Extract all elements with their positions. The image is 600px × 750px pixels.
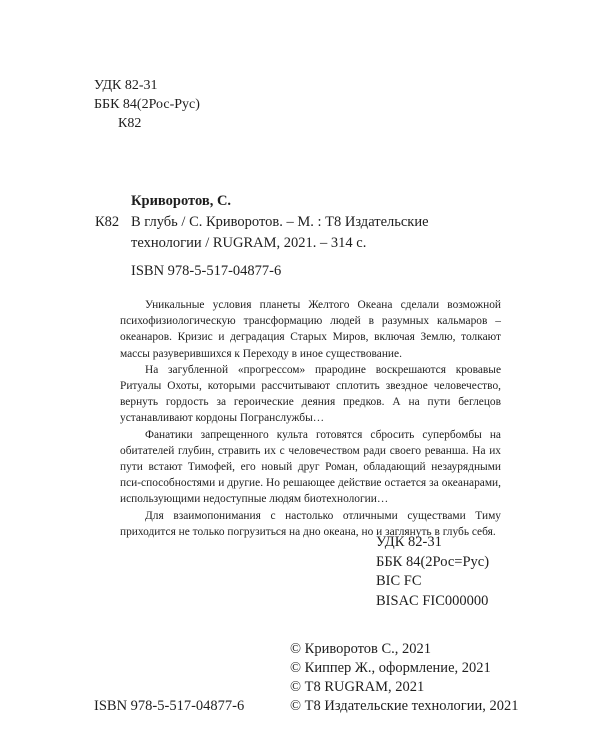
udk-code-bottom: УДК 82-31 [376, 534, 442, 550]
annotation-paragraph: Для взаимопонимания с настолько отличными существами Тиму приходится не только погрузиться на дно океана, но и заглянуть в глубь себя. [120, 509, 501, 538]
author-name: Криворотов, С. [131, 193, 232, 209]
annotation-paragraph: Фанатики запрещенного культа готовятся сбросить супербомбы на обитателей глубин, стравить их с человечеством ради своего реванша. На их пути встают Тимофей, его новый друг Роман, обладающий незаурядными пси-способностями и другие. Но решающее действие остается за океанарами, использующими недоступные людям биотехнологии… [120, 428, 501, 506]
isbn-main: ISBN 978-5-517-04877-6 [131, 263, 282, 279]
copyright-line: © Киппер Ж., оформление, 2021 [290, 660, 491, 676]
bottom-classification-codes [376, 533, 489, 611]
annotation-paragraph: На загубленной «прогрессом» прародине воскрешаются кровавые Ритуалы Охоты, которыми рассчитывают сплотить звездное человечество, вернуть гордость за героические деяния предков. А на пути беглецов устанавливают кордоны Погранслужбы… [120, 363, 501, 425]
isbn-bottom: ISBN 978-5-517-04877-6 [94, 698, 245, 714]
udk-code: УДК 82-31 [94, 78, 158, 93]
copyright-line: © Т8 RUGRAM, 2021 [290, 679, 425, 695]
bbk-code-bottom: ББК 84(2Рос=Рус) [376, 553, 490, 570]
annotation [120, 297, 501, 540]
cutter-code: К82 [118, 116, 142, 131]
bisac-code: BISAC FIC000000 [376, 592, 489, 609]
top-classification-codes [94, 76, 200, 133]
copyright-line: © Криворотов С., 2021 [290, 641, 432, 657]
bic-code: BIC FC [376, 573, 422, 589]
annotation-paragraph: Уникальные условия планеты Желтого Океана сделали возможной психофизиологическую трансформацию людей в разумных кальмаров – океанаров. Кризис и деградация Старых Миров, включая Землю, толкают массы разуверившихся к Переходу в иное существование. [120, 299, 501, 360]
copyright-line: © Т8 Издательские технологии, 2021 [290, 698, 519, 714]
bibliographic-title-line: В глубь / С. Криворотов. – М. : Т8 Издательские технологии / RUGRAM, 2021. – 314 с. [131, 214, 429, 251]
copyright-block [290, 640, 519, 716]
record-cutter-code: К82 [95, 214, 120, 230]
bbk-code: ББК 84(2Рос-Рус) [94, 97, 200, 112]
